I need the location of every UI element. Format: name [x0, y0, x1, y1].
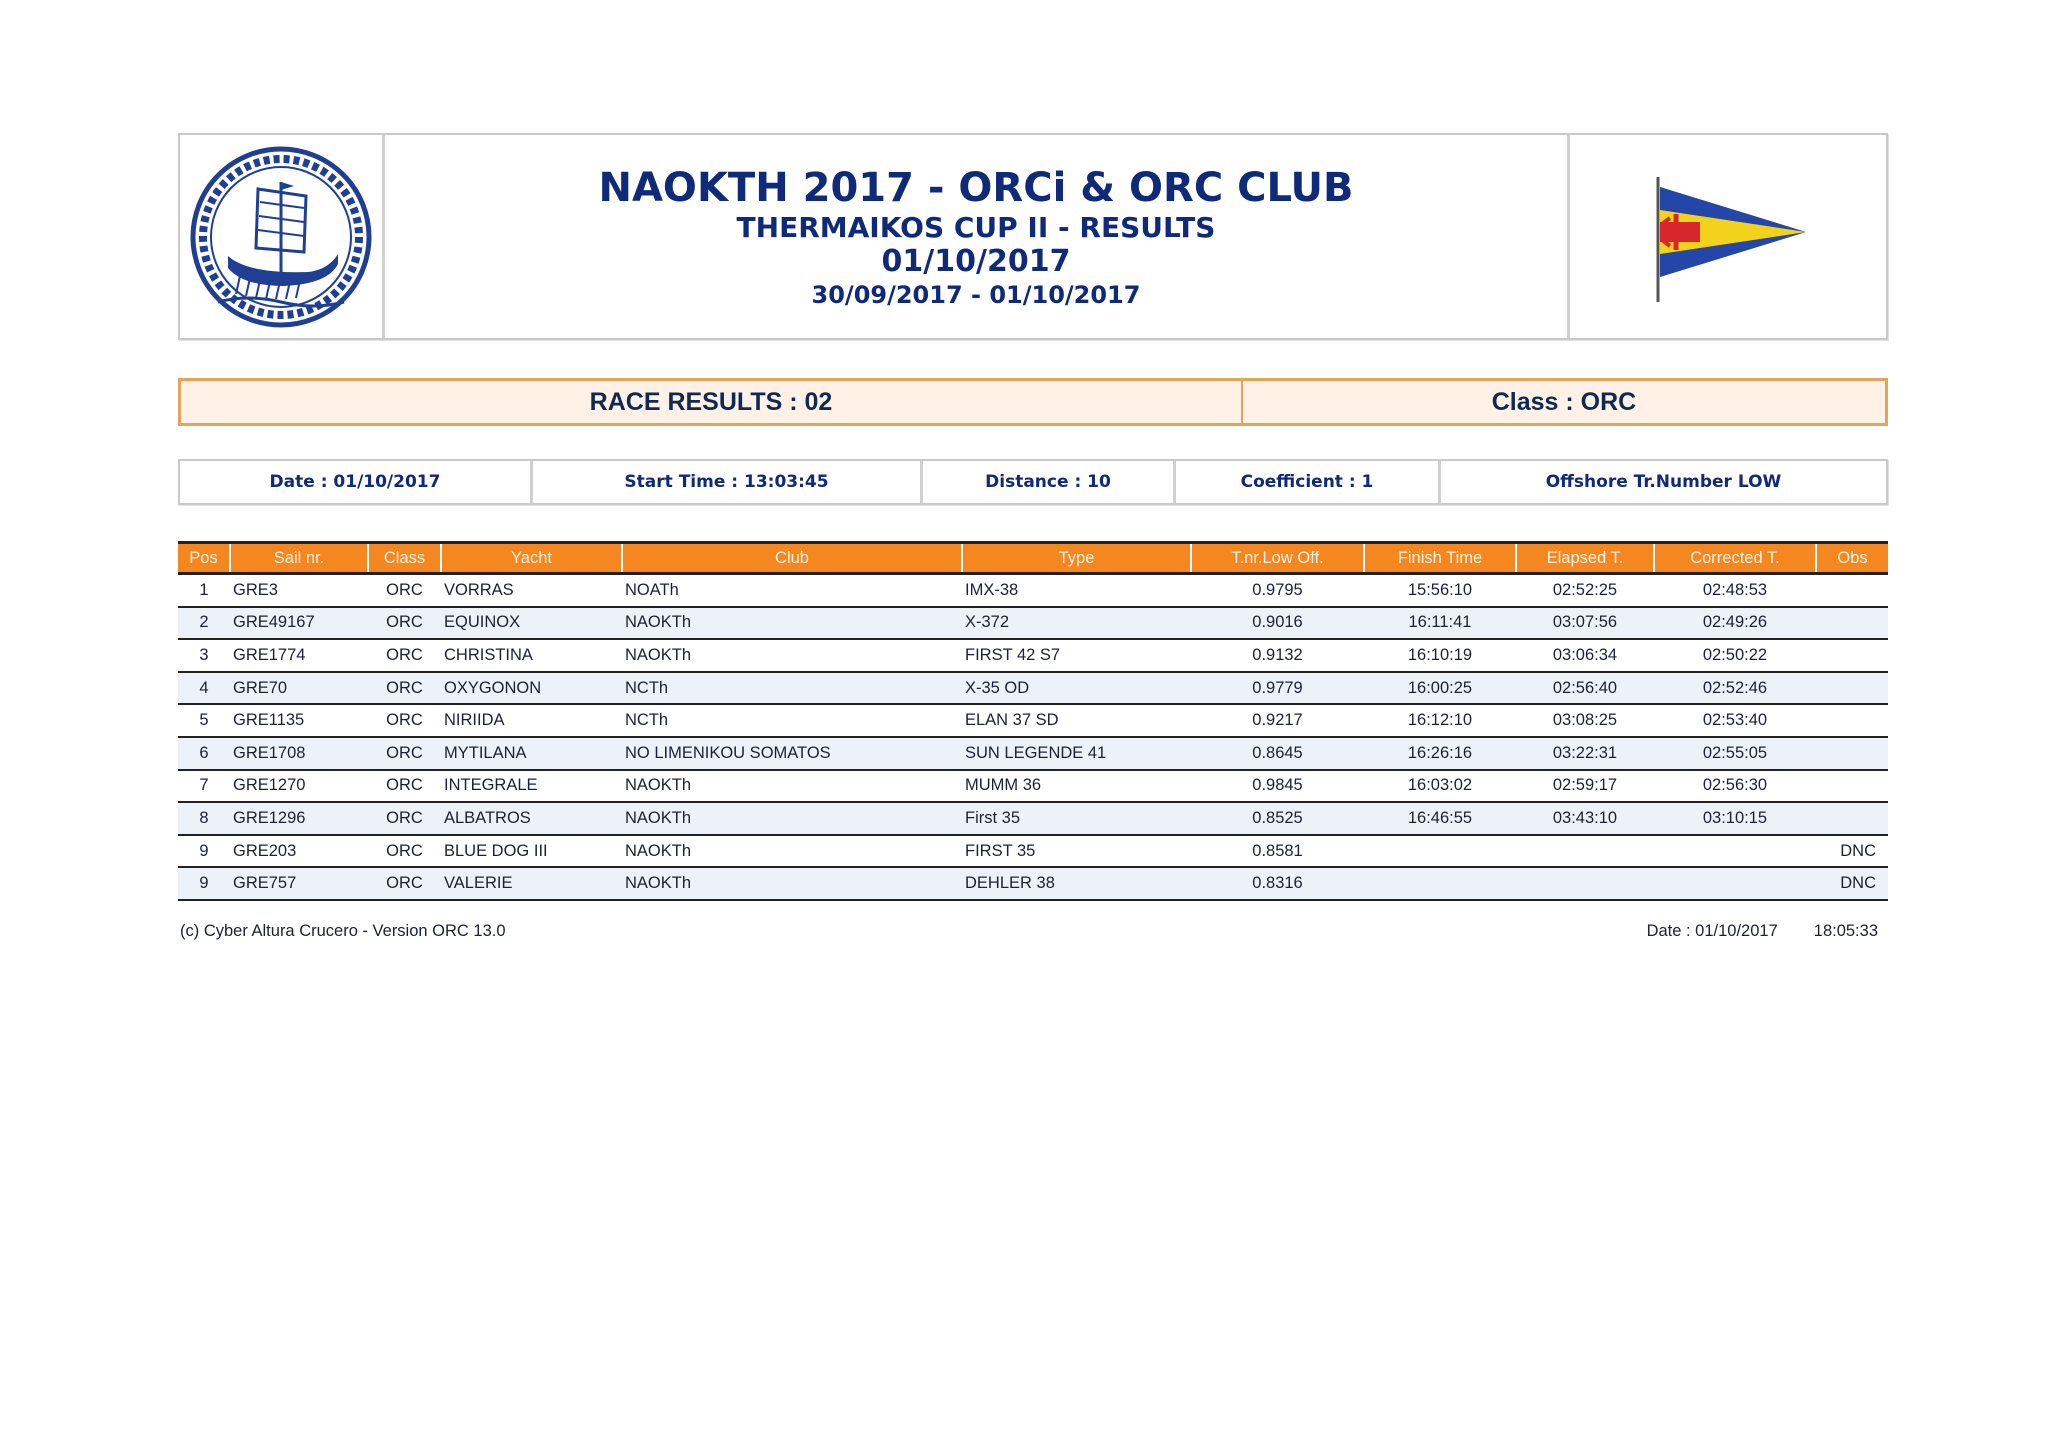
cell-finish-time: 16:00:25: [1364, 672, 1516, 705]
cell-pos: 5: [178, 704, 230, 737]
cell-club: NOATh: [622, 574, 962, 607]
cell-obs: [1816, 639, 1888, 672]
cell-obs: [1816, 770, 1888, 803]
race-info-row: [178, 459, 1888, 505]
cell-pos: 1: [178, 574, 230, 607]
column-header: Obs: [1816, 543, 1888, 574]
column-header: Finish Time: [1364, 543, 1516, 574]
cell-yacht: ALBATROS: [441, 802, 622, 835]
cell-obs: [1816, 672, 1888, 705]
cell-type: DEHLER 38: [962, 867, 1191, 900]
cell-class: ORC: [368, 737, 441, 770]
column-header: Sail nr.: [230, 543, 368, 574]
cell-elapsed-time: 03:06:34: [1516, 639, 1654, 672]
cell-finish-time: 16:46:55: [1364, 802, 1516, 835]
cell-sail-nr: GRE3: [230, 574, 368, 607]
regatta-period: 30/09/2017 - 01/10/2017: [811, 281, 1141, 309]
cell-rating: 0.8316: [1191, 867, 1364, 900]
cell-yacht: NIRIIDA: [441, 704, 622, 737]
cell-elapsed-time: [1516, 835, 1654, 868]
pennant-flag-icon: [1638, 162, 1818, 312]
cell-type: MUMM 36: [962, 770, 1191, 803]
table-row: [178, 867, 1888, 900]
cell-class: ORC: [368, 704, 441, 737]
cell-elapsed-time: 03:22:31: [1516, 737, 1654, 770]
cell-finish-time: 16:11:41: [1364, 607, 1516, 640]
cell-rating: 0.8581: [1191, 835, 1364, 868]
club-logo-cell: [180, 135, 385, 338]
column-header: Corrected T.: [1654, 543, 1816, 574]
table-row: [178, 607, 1888, 640]
cell-yacht: BLUE DOG III: [441, 835, 622, 868]
cell-club: NCTh: [622, 672, 962, 705]
race-distance: Distance : 10: [923, 461, 1176, 503]
cell-pos: 9: [178, 835, 230, 868]
cell-class: ORC: [368, 639, 441, 672]
cell-yacht: MYTILANA: [441, 737, 622, 770]
cell-type: First 35: [962, 802, 1191, 835]
cell-obs: [1816, 704, 1888, 737]
table-row: [178, 574, 1888, 607]
cell-elapsed-time: 03:43:10: [1516, 802, 1654, 835]
table-body: [178, 574, 1888, 900]
table-row: [178, 639, 1888, 672]
cell-type: ELAN 37 SD: [962, 704, 1191, 737]
column-header: T.nr.Low Off.: [1191, 543, 1364, 574]
cell-corrected-time: 02:50:22: [1654, 639, 1816, 672]
cell-type: FIRST 42 S7: [962, 639, 1191, 672]
regatta-date: 01/10/2017: [881, 244, 1071, 279]
column-header: Yacht: [441, 543, 622, 574]
table-row: [178, 770, 1888, 803]
cell-corrected-time: [1654, 835, 1816, 868]
cell-finish-time: [1364, 835, 1516, 868]
regatta-subtitle: THERMAIKOS CUP II - RESULTS: [736, 211, 1216, 244]
cell-obs: [1816, 737, 1888, 770]
race-start-time: Start Time : 13:03:45: [533, 461, 923, 503]
cell-class: ORC: [368, 607, 441, 640]
table-row: [178, 704, 1888, 737]
cell-yacht: OXYGONON: [441, 672, 622, 705]
cell-sail-nr: GRE70: [230, 672, 368, 705]
cell-pos: 9: [178, 867, 230, 900]
column-header: Type: [962, 543, 1191, 574]
cell-obs: DNC: [1816, 835, 1888, 868]
column-header: Pos: [178, 543, 230, 574]
cell-corrected-time: [1654, 867, 1816, 900]
cell-elapsed-time: 02:59:17: [1516, 770, 1654, 803]
regatta-title: NAOKTH 2017 - ORCi & ORC CLUB: [598, 165, 1354, 211]
cell-rating: 0.9845: [1191, 770, 1364, 803]
cell-type: FIRST 35: [962, 835, 1191, 868]
cell-elapsed-time: 03:08:25: [1516, 704, 1654, 737]
cell-finish-time: 16:03:02: [1364, 770, 1516, 803]
column-header: Club: [622, 543, 962, 574]
cell-yacht: VORRAS: [441, 574, 622, 607]
cell-club: NAOKTh: [622, 802, 962, 835]
cell-yacht: EQUINOX: [441, 607, 622, 640]
cell-elapsed-time: 03:07:56: [1516, 607, 1654, 640]
cell-type: X-35 OD: [962, 672, 1191, 705]
cell-club: NAOKTh: [622, 867, 962, 900]
results-table: [178, 541, 1888, 901]
cell-rating: 0.9132: [1191, 639, 1364, 672]
cell-finish-time: [1364, 867, 1516, 900]
cell-class: ORC: [368, 770, 441, 803]
cell-sail-nr: GRE1135: [230, 704, 368, 737]
cell-rating: 0.9016: [1191, 607, 1364, 640]
cell-finish-time: 15:56:10: [1364, 574, 1516, 607]
cell-pos: 3: [178, 639, 230, 672]
race-number: RACE RESULTS : 02: [181, 381, 1243, 423]
club-flag-cell: [1570, 135, 1886, 338]
cell-sail-nr: GRE1708: [230, 737, 368, 770]
cell-elapsed-time: [1516, 867, 1654, 900]
cell-elapsed-time: 02:56:40: [1516, 672, 1654, 705]
cell-pos: 7: [178, 770, 230, 803]
table-row: [178, 737, 1888, 770]
cell-rating: 0.8645: [1191, 737, 1364, 770]
cell-sail-nr: GRE203: [230, 835, 368, 868]
table-row: [178, 672, 1888, 705]
cell-sail-nr: GRE757: [230, 867, 368, 900]
table-row: [178, 835, 1888, 868]
header-box: [178, 133, 1888, 340]
cell-obs: [1816, 574, 1888, 607]
cell-corrected-time: 02:52:46: [1654, 672, 1816, 705]
software-credit: (c) Cyber Altura Crucero - Version ORC 13.0: [180, 922, 506, 940]
cell-class: ORC: [368, 574, 441, 607]
cell-obs: DNC: [1816, 867, 1888, 900]
cell-club: NAOKTh: [622, 607, 962, 640]
cell-type: X-372: [962, 607, 1191, 640]
print-stamp: [1647, 922, 1878, 941]
cell-pos: 2: [178, 607, 230, 640]
cell-sail-nr: GRE1774: [230, 639, 368, 672]
column-header: Elapsed T.: [1516, 543, 1654, 574]
cell-class: ORC: [368, 672, 441, 705]
cell-finish-time: 16:12:10: [1364, 704, 1516, 737]
table-row: [178, 802, 1888, 835]
cell-rating: 0.9779: [1191, 672, 1364, 705]
cell-corrected-time: 02:55:05: [1654, 737, 1816, 770]
cell-pos: 4: [178, 672, 230, 705]
cell-class: ORC: [368, 835, 441, 868]
cell-yacht: INTEGRALE: [441, 770, 622, 803]
cell-yacht: VALERIE: [441, 867, 622, 900]
cell-corrected-time: 02:56:30: [1654, 770, 1816, 803]
cell-pos: 6: [178, 737, 230, 770]
cell-pos: 8: [178, 802, 230, 835]
cell-corrected-time: 03:10:15: [1654, 802, 1816, 835]
print-time: 18:05:33: [1813, 922, 1878, 940]
cell-class: ORC: [368, 802, 441, 835]
cell-obs: [1816, 802, 1888, 835]
race-class: Class : ORC: [1491, 387, 1637, 416]
ship-emblem-icon: [188, 144, 374, 330]
column-header: Class: [368, 543, 441, 574]
cell-yacht: CHRISTINA: [441, 639, 622, 672]
cell-club: NAOKTh: [622, 770, 962, 803]
cell-club: NO LIMENIKOU SOMATOS: [622, 737, 962, 770]
race-coefficient: Coefficient : 1: [1176, 461, 1441, 503]
cell-rating: 0.8525: [1191, 802, 1364, 835]
table-header-row: [178, 543, 1888, 574]
cell-type: IMX-38: [962, 574, 1191, 607]
race-date: Date : 01/10/2017: [180, 461, 533, 503]
cell-corrected-time: 02:48:53: [1654, 574, 1816, 607]
cell-sail-nr: GRE1270: [230, 770, 368, 803]
cell-type: SUN LEGENDE 41: [962, 737, 1191, 770]
cell-elapsed-time: 02:52:25: [1516, 574, 1654, 607]
cell-club: NCTh: [622, 704, 962, 737]
cell-club: NAOKTh: [622, 835, 962, 868]
cell-finish-time: 16:26:16: [1364, 737, 1516, 770]
cell-class: ORC: [368, 867, 441, 900]
cell-corrected-time: 02:53:40: [1654, 704, 1816, 737]
cell-corrected-time: 02:49:26: [1654, 607, 1816, 640]
header-titles: [385, 135, 1570, 338]
cell-club: NAOKTh: [622, 639, 962, 672]
cell-rating: 0.9217: [1191, 704, 1364, 737]
cell-rating: 0.9795: [1191, 574, 1364, 607]
race-results-bar: [178, 378, 1888, 426]
print-date: Date : 01/10/2017: [1646, 922, 1778, 940]
cell-sail-nr: GRE49167: [230, 607, 368, 640]
cell-obs: [1816, 607, 1888, 640]
cell-finish-time: 16:10:19: [1364, 639, 1516, 672]
cell-sail-nr: GRE1296: [230, 802, 368, 835]
race-scoring-method: Offshore Tr.Number LOW: [1545, 472, 1782, 492]
